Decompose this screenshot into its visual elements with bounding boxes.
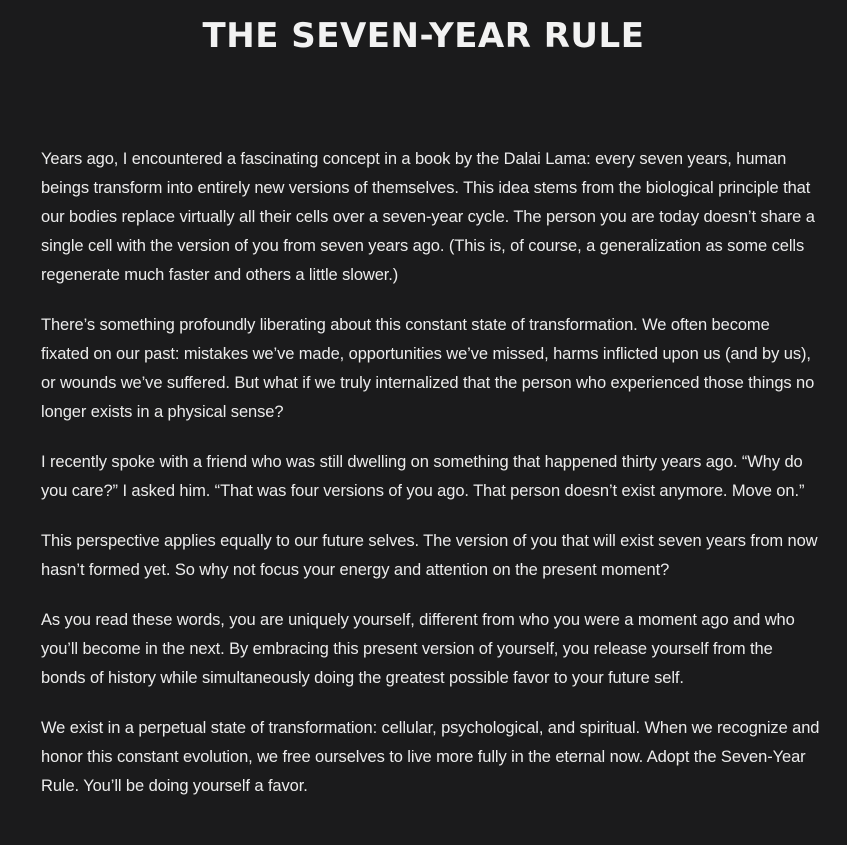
article-body (41, 145, 821, 822)
paragraph-5: As you read these words, you are uniquely yourself, different from who you were a moment ago and who you’ll become in the next. By embracing this present version of yourself, you release yourself from the bonds of history while simultaneously doing the greatest possible favor to your future self. (41, 611, 795, 687)
page-title: THE SEVEN-YEAR RULE (202, 16, 645, 56)
paragraph-3: I recently spoke with a friend who was still dwelling on something that happened thirty years ago. “Why do you care?” I asked him. “That was four versions of you ago. That person doesn’t exist anymore. Move on.” (41, 453, 805, 500)
paragraph-1: Years ago, I encountered a fascinating concept in a book by the Dalai Lama: every seven years, human beings transform into entirely new versions of themselves. This idea stems from the biological principle that our bodies replace virtually all their cells over a seven-year cycle. The person you are today doesn’t share a single cell with the version of you from seven years ago. (This is, of course, a generalization as some cells regenerate much faster and others a little slower.) (41, 150, 815, 284)
paragraph-6: We exist in a perpetual state of transformation: cellular, psychological, and spiritual. When we recognize and honor this constant evolution, we free ourselves to live more fully in the eternal now. Adopt the Seven-Year Rule. You’ll be doing yourself a favor. (41, 719, 820, 795)
paragraph-2: There’s something profoundly liberating about this constant state of transformation. We often become fixated on our past: mistakes we’ve made, opportunities we’ve missed, harms inflicted upon us (and by us), or wounds we’ve suffered. But what if we truly internalized that the person who experienced those things no longer exists in a physical sense? (41, 316, 815, 421)
paragraph-4: This perspective applies equally to our future selves. The version of you that will exist seven years from now hasn’t formed yet. So why not focus your energy and attention on the present moment? (41, 532, 818, 579)
